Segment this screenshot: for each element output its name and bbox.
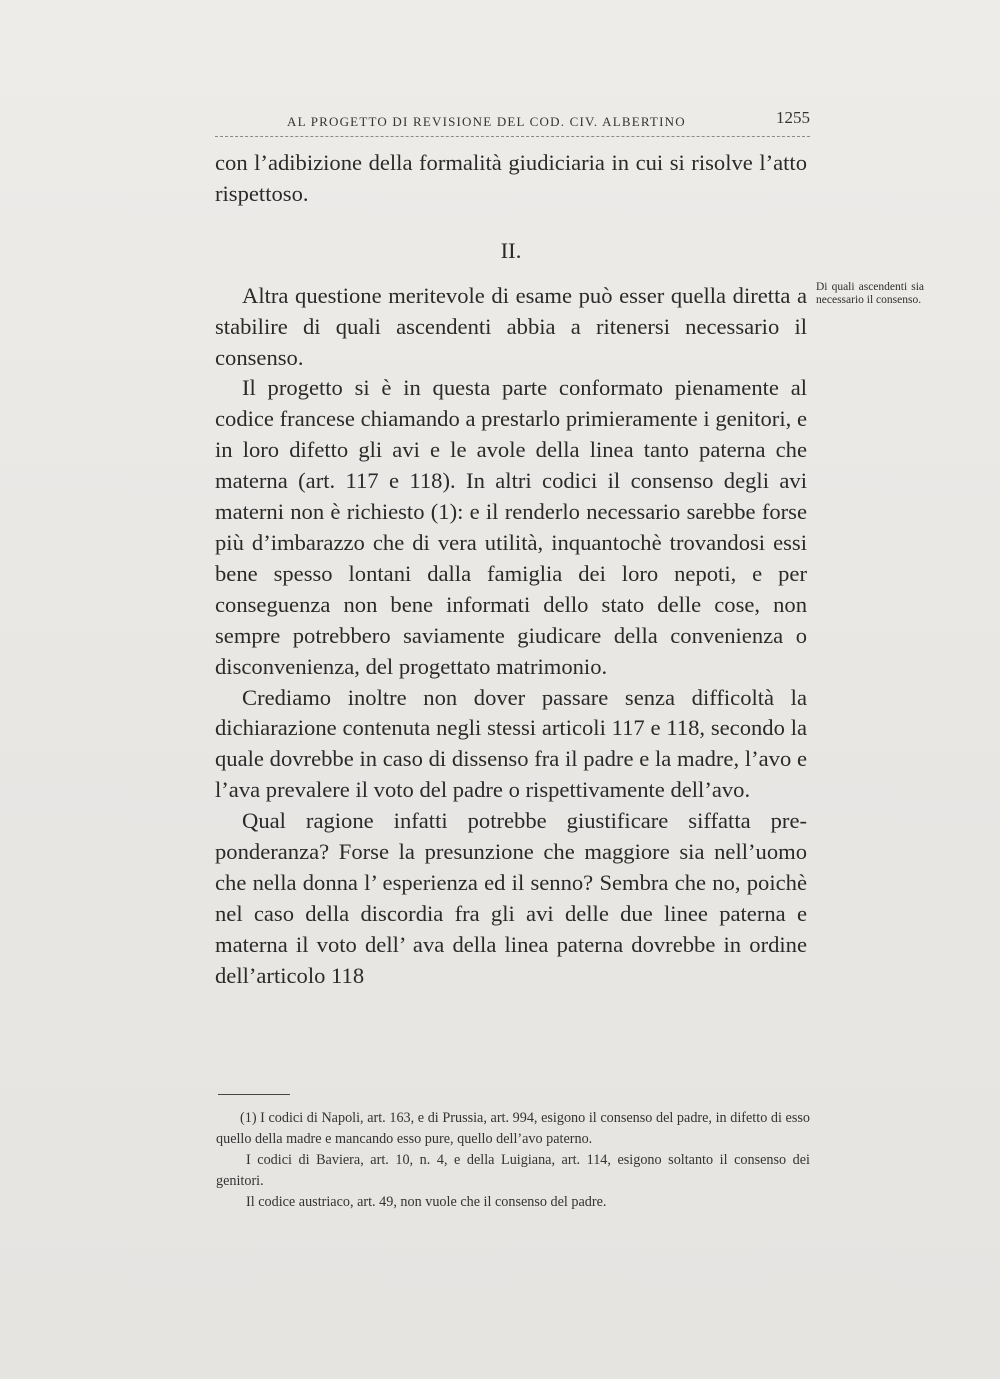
footnote: Il codice austriaco, art. 49, non vuole che il consenso del padre.: [246, 1194, 607, 1210]
paragraph: Altra questione meritevole di esame può esser quella diretta a stabilire di quali ascendenti abbia a ritenersi necessario il consenso.: [215, 282, 807, 370]
running-header: [215, 110, 810, 137]
section-number: II.: [500, 237, 522, 263]
page-number: 1255: [776, 108, 810, 127]
marginal-note: Di quali ascendenti sia necessario il consenso.: [816, 281, 924, 306]
main-text: [215, 148, 807, 992]
footnote: I codici di Baviera, art. 10, n. 4, e della Luigiana, art. 114, esigono soltanto il consenso dei genitori.: [216, 1152, 810, 1189]
paragraph: Il progetto si è in questa parte conformato pienamente al codice francese chiamando a prestarlo primieramente i genitori, e in loro difetto gli avi e le avole della linea tanto paterna che materna (art. 117 e 118). In altri codici il consenso degli avi materni non è richiesto (1): e il renderlo necessario sarebbe forse più d’imbarazzo che di vera utilità, inquantochè trovandosi essi bene spesso lontani dalla famiglia dei loro nepoti, e per conseguenza non bene informati dello stato delle cose, non sempre potrebbero saviamente giudicare della convenienza o disconvenienza, del progettato matrimonio.: [215, 375, 807, 679]
running-title: AL PROGETTO DI REVISIONE DEL COD. CIV. ALBERTINO: [287, 114, 686, 129]
paragraph-continuation: con l’adibizione della formalità giudiciaria in cui si risolve l’atto rispettoso.: [215, 150, 807, 206]
paragraph: Qual ragione infatti potrebbe giustificare siffatta preponderanza? Forse la presunzione che maggiore sia nell’uomo che nella donna l’ esperienza ed il senno? Sembra che no, poichè nel caso della discordia fra gli avi delle due linee paterna e materna il voto dell’ ava della linea paterna dovrebbe in ordine dell’articolo 118: [215, 808, 807, 988]
paragraph: Crediamo inoltre non dover passare senza difficoltà la dichiarazione contenuta negli stessi articoli 117 e 118, secondo la quale dovrebbe in caso di dissenso fra il padre e la madre, l’avo e l’ava prevalere il voto del padre o rispettivamente dell’avo.: [215, 684, 807, 803]
footnotes: [216, 1108, 810, 1213]
footnote-divider: [218, 1094, 290, 1095]
footnote: (1) I codici di Napoli, art. 163, e di Prussia, art. 994, esigono il consenso del padre, in difetto di esso quello della madre e mancando esso pure, quello dell’avo paterno.: [216, 1110, 810, 1147]
